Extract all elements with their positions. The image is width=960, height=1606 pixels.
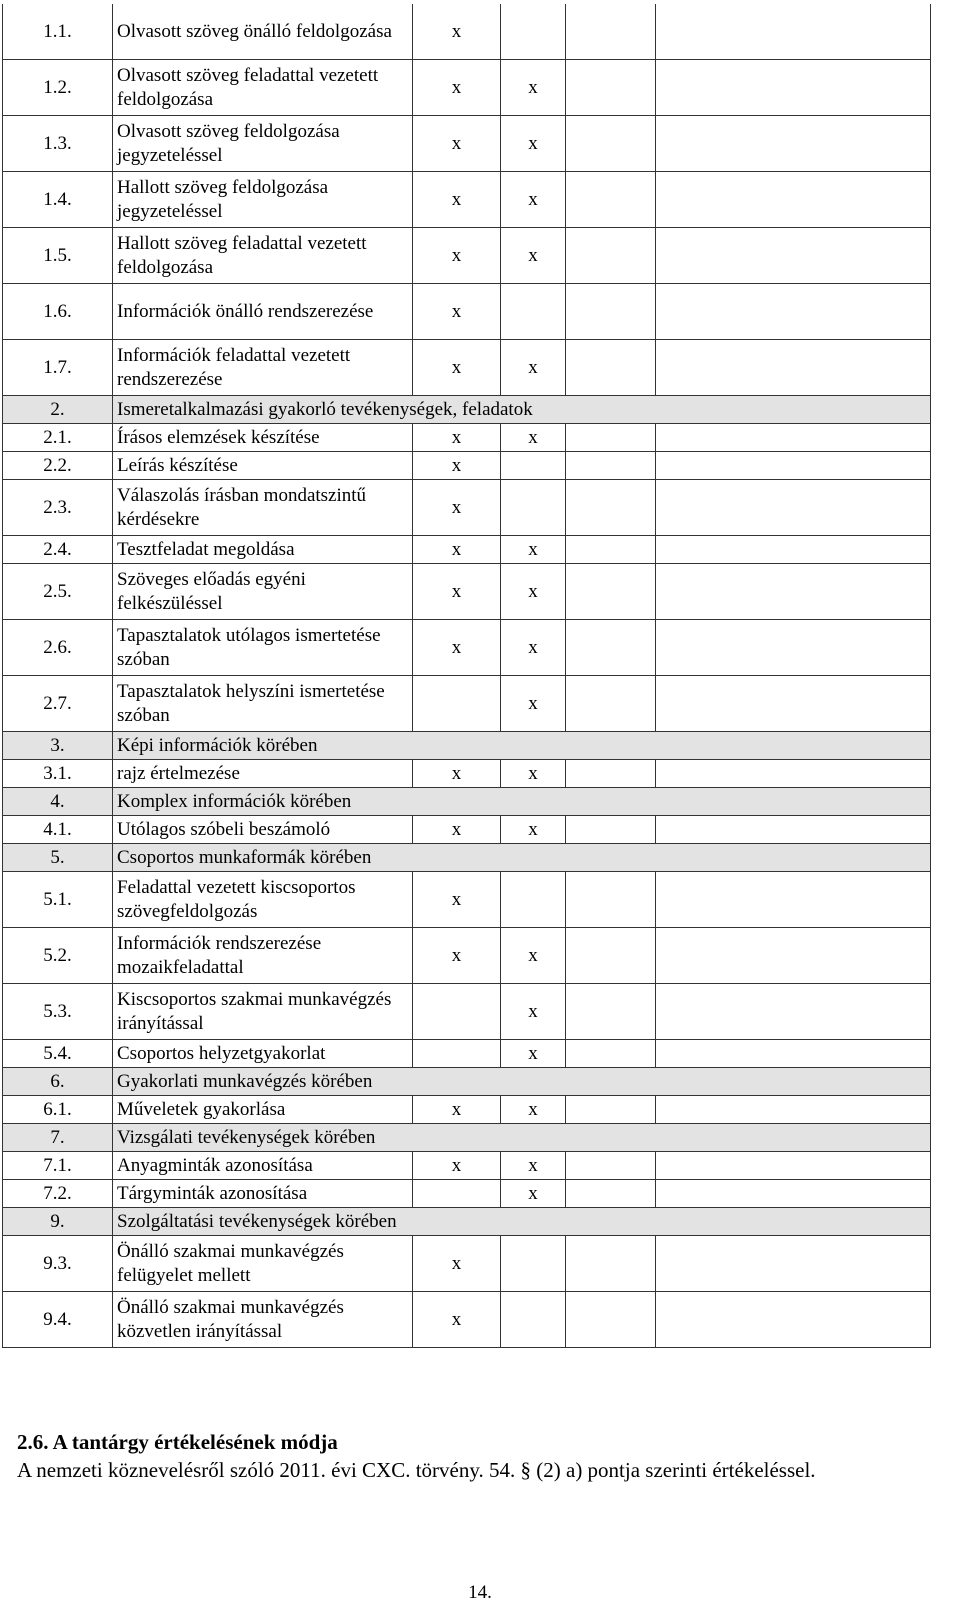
row-number: 2.3. — [3, 480, 113, 536]
activity-label: Feladattal vezetett kiscsoportos szövegfeldolgozás — [113, 872, 413, 928]
empty-cell — [656, 872, 931, 928]
empty-cell — [656, 424, 931, 452]
empty-cell — [566, 760, 656, 788]
empty-cell — [566, 536, 656, 564]
mark-cell-2 — [501, 872, 566, 928]
section-title: Ismeretalkalmazási gyakorló tevékenységek, feladatok — [113, 396, 931, 424]
table-row — [3, 1096, 931, 1124]
empty-cell — [566, 228, 656, 284]
activity-label: Tesztfeladat megoldása — [113, 536, 413, 564]
empty-cell — [656, 760, 931, 788]
row-number: 1.7. — [3, 340, 113, 396]
row-number: 2.1. — [3, 424, 113, 452]
row-number: 1.5. — [3, 228, 113, 284]
row-number: 1.4. — [3, 172, 113, 228]
table-row — [3, 676, 931, 732]
empty-cell — [566, 452, 656, 480]
empty-cell — [566, 424, 656, 452]
empty-cell — [566, 928, 656, 984]
mark-cell-2 — [501, 1236, 566, 1292]
row-number: 2.6. — [3, 620, 113, 676]
empty-cell — [566, 1180, 656, 1208]
section-row — [3, 396, 931, 424]
mark-cell-1: x — [413, 760, 501, 788]
empty-cell — [656, 452, 931, 480]
row-number: 4.1. — [3, 816, 113, 844]
table-row — [3, 620, 931, 676]
row-number: 5.2. — [3, 928, 113, 984]
empty-cell — [566, 984, 656, 1040]
mark-cell-1: x — [413, 172, 501, 228]
section-title: Gyakorlati munkavégzés körében — [113, 1068, 931, 1096]
section-title: Képi információk körében — [113, 732, 931, 760]
activity-label: Kiscsoportos szakmai munkavégzés irányítással — [113, 984, 413, 1040]
mark-cell-1: x — [413, 1292, 501, 1348]
mark-cell-2: x — [501, 1040, 566, 1068]
mark-cell-1: x — [413, 620, 501, 676]
table-row — [3, 228, 931, 284]
section-body-text: A nemzeti köznevelésről szóló 2011. évi CXC. törvény. 54. § (2) a) pontja szerinti értékeléssel. — [17, 1458, 816, 1482]
table-row — [3, 760, 931, 788]
empty-cell — [656, 116, 931, 172]
mark-cell-1 — [413, 1180, 501, 1208]
mark-cell-2: x — [501, 1180, 566, 1208]
teaching-methods-table — [2, 4, 930, 1348]
table-row — [3, 424, 931, 452]
table-row — [3, 340, 931, 396]
mark-cell-2: x — [501, 760, 566, 788]
activity-label: rajz értelmezése — [113, 760, 413, 788]
mark-cell-1: x — [413, 928, 501, 984]
activity-label: Önálló szakmai munkavégzés közvetlen irányítással — [113, 1292, 413, 1348]
activity-label: Műveletek gyakorlása — [113, 1096, 413, 1124]
table-row — [3, 872, 931, 928]
section-row — [3, 844, 931, 872]
row-number: 9.4. — [3, 1292, 113, 1348]
table-row — [3, 1236, 931, 1292]
mark-cell-1 — [413, 1040, 501, 1068]
empty-cell — [656, 172, 931, 228]
table-body — [3, 4, 931, 1348]
row-number: 9.3. — [3, 1236, 113, 1292]
activity-label: Hallott szöveg feladattal vezetett feldolgozása — [113, 228, 413, 284]
empty-cell — [566, 480, 656, 536]
activity-label: Olvasott szöveg önálló feldolgozása — [113, 4, 413, 60]
mark-cell-2: x — [501, 116, 566, 172]
empty-cell — [566, 1040, 656, 1068]
empty-cell — [656, 1180, 931, 1208]
mark-cell-2: x — [501, 564, 566, 620]
row-number: 2.7. — [3, 676, 113, 732]
empty-cell — [566, 1292, 656, 1348]
section-row — [3, 788, 931, 816]
row-number: 7. — [3, 1124, 113, 1152]
row-number: 9. — [3, 1208, 113, 1236]
mark-cell-1: x — [413, 424, 501, 452]
empty-cell — [656, 984, 931, 1040]
empty-cell — [656, 480, 931, 536]
table-row — [3, 564, 931, 620]
mark-cell-1: x — [413, 536, 501, 564]
table-row — [3, 1152, 931, 1180]
activity-label: Információk feladattal vezetett rendszerezése — [113, 340, 413, 396]
empty-cell — [656, 228, 931, 284]
empty-cell — [656, 1040, 931, 1068]
empty-cell — [656, 536, 931, 564]
section-row — [3, 1208, 931, 1236]
empty-cell — [566, 116, 656, 172]
row-number: 6. — [3, 1068, 113, 1096]
empty-cell — [656, 60, 931, 116]
activity-label: Olvasott szöveg feladattal vezetett feldolgozása — [113, 60, 413, 116]
activity-label: Információk önálló rendszerezése — [113, 284, 413, 340]
activity-label: Tapasztalatok utólagos ismertetése szóban — [113, 620, 413, 676]
table-row — [3, 284, 931, 340]
mark-cell-1: x — [413, 452, 501, 480]
empty-cell — [566, 816, 656, 844]
table-row — [3, 452, 931, 480]
empty-cell — [566, 1152, 656, 1180]
mark-cell-2: x — [501, 984, 566, 1040]
section-heading: 2.6. A tantárgy értékelésének módja — [17, 1430, 338, 1454]
mark-cell-1: x — [413, 872, 501, 928]
empty-cell — [566, 284, 656, 340]
activities-table — [2, 4, 931, 1348]
empty-cell — [656, 340, 931, 396]
empty-cell — [566, 1096, 656, 1124]
empty-cell — [566, 620, 656, 676]
mark-cell-1: x — [413, 1236, 501, 1292]
row-number: 5.1. — [3, 872, 113, 928]
row-number: 2.4. — [3, 536, 113, 564]
activity-label: Információk rendszerezése mozaikfeladattal — [113, 928, 413, 984]
mark-cell-1: x — [413, 228, 501, 284]
empty-cell — [656, 1292, 931, 1348]
mark-cell-1: x — [413, 60, 501, 116]
activity-label: Anyagminták azonosítása — [113, 1152, 413, 1180]
section-row — [3, 1068, 931, 1096]
mark-cell-2 — [501, 4, 566, 60]
page-number: 14. — [468, 1582, 492, 1603]
row-number: 1.1. — [3, 4, 113, 60]
mark-cell-1: x — [413, 1096, 501, 1124]
row-number: 4. — [3, 788, 113, 816]
mark-cell-1: x — [413, 564, 501, 620]
table-row — [3, 928, 931, 984]
section-row — [3, 1124, 931, 1152]
mark-cell-2: x — [501, 340, 566, 396]
row-number: 7.2. — [3, 1180, 113, 1208]
evaluation-section — [17, 1428, 960, 1484]
mark-cell-2 — [501, 284, 566, 340]
section-title: Szolgáltatási tevékenységek körében — [113, 1208, 931, 1236]
table-row — [3, 4, 931, 60]
section-title: Vizsgálati tevékenységek körében — [113, 1124, 931, 1152]
empty-cell — [656, 676, 931, 732]
activity-label: Hallott szöveg feldolgozása jegyzeteléssel — [113, 172, 413, 228]
empty-cell — [566, 676, 656, 732]
empty-cell — [566, 1236, 656, 1292]
row-number: 5. — [3, 844, 113, 872]
table-row — [3, 116, 931, 172]
activity-label: Tárgyminták azonosítása — [113, 1180, 413, 1208]
mark-cell-2 — [501, 1292, 566, 1348]
row-number: 2.2. — [3, 452, 113, 480]
table-row — [3, 172, 931, 228]
mark-cell-1: x — [413, 816, 501, 844]
row-number: 3. — [3, 732, 113, 760]
row-number: 1.2. — [3, 60, 113, 116]
activity-label: Leírás készítése — [113, 452, 413, 480]
mark-cell-2: x — [501, 228, 566, 284]
row-number: 1.3. — [3, 116, 113, 172]
section-row — [3, 732, 931, 760]
empty-cell — [566, 872, 656, 928]
activity-label: Tapasztalatok helyszíni ismertetése szóban — [113, 676, 413, 732]
empty-cell — [566, 4, 656, 60]
mark-cell-2: x — [501, 928, 566, 984]
empty-cell — [656, 816, 931, 844]
mark-cell-2: x — [501, 1152, 566, 1180]
row-number: 2.5. — [3, 564, 113, 620]
mark-cell-2 — [501, 452, 566, 480]
mark-cell-2: x — [501, 676, 566, 732]
row-number: 5.4. — [3, 1040, 113, 1068]
row-number: 3.1. — [3, 760, 113, 788]
mark-cell-2: x — [501, 424, 566, 452]
empty-cell — [656, 4, 931, 60]
table-row — [3, 816, 931, 844]
activity-label: Csoportos helyzetgyakorlat — [113, 1040, 413, 1068]
row-number: 2. — [3, 396, 113, 424]
mark-cell-2: x — [501, 816, 566, 844]
mark-cell-2 — [501, 480, 566, 536]
mark-cell-2: x — [501, 1096, 566, 1124]
empty-cell — [566, 172, 656, 228]
empty-cell — [656, 928, 931, 984]
mark-cell-2: x — [501, 536, 566, 564]
row-number: 6.1. — [3, 1096, 113, 1124]
empty-cell — [566, 60, 656, 116]
mark-cell-1 — [413, 984, 501, 1040]
row-number: 5.3. — [3, 984, 113, 1040]
row-number: 1.6. — [3, 284, 113, 340]
table-row — [3, 1040, 931, 1068]
table-row — [3, 536, 931, 564]
empty-cell — [656, 620, 931, 676]
table-row — [3, 480, 931, 536]
mark-cell-1: x — [413, 340, 501, 396]
empty-cell — [566, 564, 656, 620]
mark-cell-1: x — [413, 1152, 501, 1180]
activity-label: Olvasott szöveg feldolgozása jegyzeteléssel — [113, 116, 413, 172]
empty-cell — [566, 340, 656, 396]
section-title: Csoportos munkaformák körében — [113, 844, 931, 872]
empty-cell — [656, 1236, 931, 1292]
table-row — [3, 1180, 931, 1208]
mark-cell-1: x — [413, 480, 501, 536]
mark-cell-2: x — [501, 172, 566, 228]
mark-cell-1: x — [413, 284, 501, 340]
activity-label: Önálló szakmai munkavégzés felügyelet mellett — [113, 1236, 413, 1292]
activity-label: Utólagos szóbeli beszámoló — [113, 816, 413, 844]
mark-cell-1: x — [413, 116, 501, 172]
section-title: Komplex információk körében — [113, 788, 931, 816]
table-row — [3, 1292, 931, 1348]
row-number: 7.1. — [3, 1152, 113, 1180]
mark-cell-2: x — [501, 60, 566, 116]
table-row — [3, 984, 931, 1040]
mark-cell-1 — [413, 676, 501, 732]
table-row — [3, 60, 931, 116]
empty-cell — [656, 1096, 931, 1124]
activity-label: Írásos elemzések készítése — [113, 424, 413, 452]
mark-cell-2: x — [501, 620, 566, 676]
activity-label: Szöveges előadás egyéni felkészüléssel — [113, 564, 413, 620]
empty-cell — [656, 1152, 931, 1180]
empty-cell — [656, 284, 931, 340]
empty-cell — [656, 564, 931, 620]
mark-cell-1: x — [413, 4, 501, 60]
activity-label: Válaszolás írásban mondatszintű kérdésekre — [113, 480, 413, 536]
